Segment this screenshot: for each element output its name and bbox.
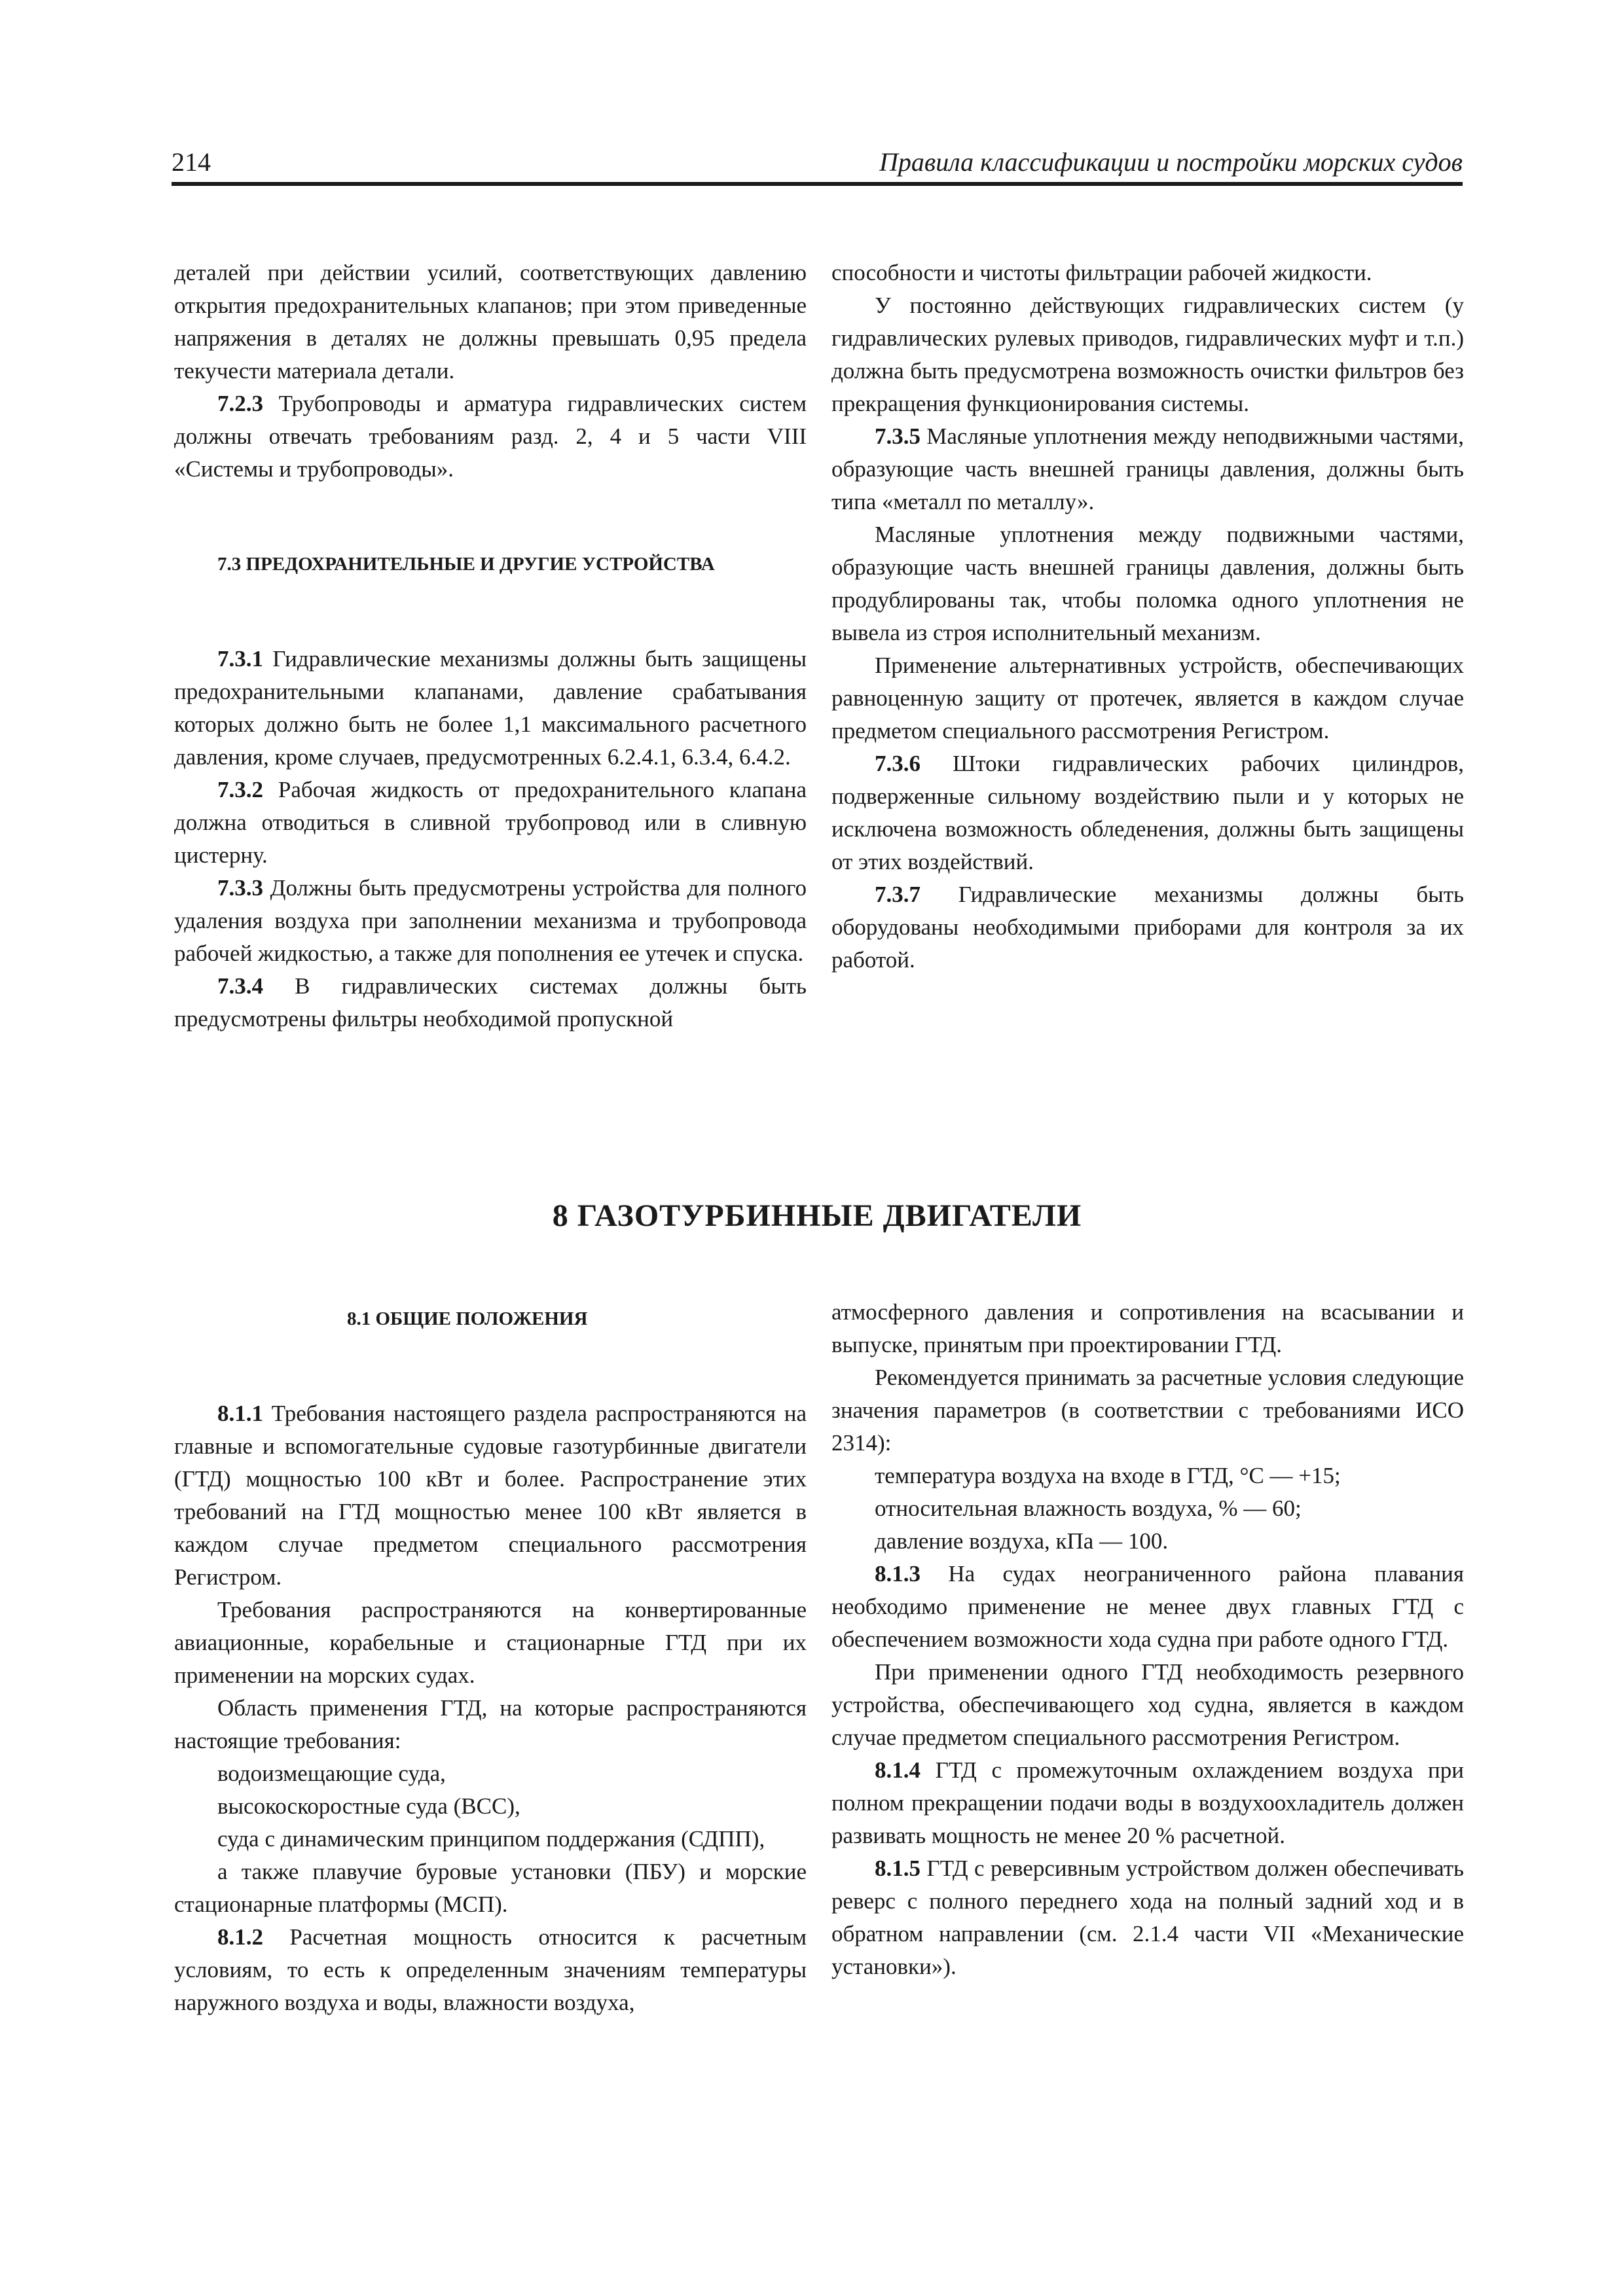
list-item: водоизмещающие суда, <box>217 1761 446 1786</box>
clause-number: 8.1.5 <box>875 1856 921 1881</box>
clause-number: 7.3.6 <box>875 751 921 776</box>
clause-number: 7.3.2 <box>217 777 263 802</box>
clause-7-3-7 <box>831 878 1464 977</box>
paragraph: Масляные уплотнения между подвижными частями, образующие часть внешней границы давления, должны быть продублированы так, чтобы поломка одного уплотнения не вывела из строя исполнительный механизм. <box>831 522 1464 645</box>
clause-number: 8.1.3 <box>875 1561 921 1587</box>
clause-text: Масляные уплотнения между неподвижными частями, образующие часть внешней границы давления, должны быть типа «металл по металлу». <box>831 423 1464 514</box>
paragraph: Применение альтернативных устройств, обеспечивающих равноценную защиту от протечек, является в каждом случае предметом специального рассмотрения Регистром. <box>831 653 1464 744</box>
clause-7-2-3 <box>174 387 807 486</box>
clause-7-3-6 <box>831 747 1464 878</box>
list-item: давление воздуха, кПа — 100. <box>875 1528 1169 1554</box>
clause-7-3-1 <box>174 643 807 774</box>
clause-8-1-2 <box>174 1921 807 2019</box>
clause-text: ГТД с промежуточным охлаждением воздуха при полном прекращении подачи воды в воздухоохладитель должен развивать мощность не менее 20 % расчетной. <box>831 1757 1464 1848</box>
clause-text: На судах неограниченного района плавания необходимо применение не менее двух главных ГТД с обеспечением возможности хода судна при работе одного ГТД. <box>831 1561 1464 1652</box>
clause-text: Должны быть предусмотрены устройства для полного удаления воздуха при заполнении механизма и трубопровода рабочей жидкостью, а также для пополнения ее утечек и спуска. <box>174 875 807 966</box>
clause-7-3-2 <box>174 774 807 872</box>
section-heading-8-1: 8.1 ОБЩИЕ ПОЛОЖЕНИЯ <box>347 1308 588 1329</box>
clause-text: Штоки гидравлических рабочих цилиндров, подверженные сильному воздействию пыли и у которых не исключена возможность обледенения, должны быть защищены от этих воздействий. <box>831 751 1464 874</box>
clause-7-3-3 <box>174 872 807 970</box>
paragraph: способности и чистоты фильтрации рабочей жидкости. <box>831 260 1372 285</box>
clause-text: Гидравлические механизмы должны быть оборудованы необходимыми приборами для контроля за их работой. <box>831 882 1464 973</box>
ch8-left-column <box>174 1306 807 2019</box>
clause-number: 7.3.5 <box>875 423 921 449</box>
clause-number: 7.3.7 <box>875 882 921 907</box>
clause-text: Требования настоящего раздела распространяются на главные и вспомогательные судовые газотурбинные двигатели (ГТД) мощностью 100 кВт и более. Распространение этих требований на ГТД мощностью менее 100 кВт является в каждом случае предметом специального рассмотрения Регистром. <box>174 1401 807 1590</box>
page-number: 214 <box>172 147 211 177</box>
clause-8-1-3 <box>831 1558 1464 1656</box>
clause-8-1-4 <box>831 1754 1464 1852</box>
list-item: а также плавучие буровые установки (ПБУ) и морские стационарные платформы (МСП). <box>174 1859 807 1917</box>
section-heading-7-3: 7.3 ПРЕДОХРАНИТЕЛЬНЫЕ И ДРУГИЕ УСТРОЙСТВА <box>217 554 715 575</box>
paragraph: Область применения ГТД, на которые распространяются настоящие требования: <box>174 1695 807 1753</box>
paragraph: Требования распространяются на конвертированные авиационные, корабельные и стационарные ГТД при их применении на морских судах. <box>174 1597 807 1688</box>
paragraph: Рекомендуется принимать за расчетные условия следующие значения параметров (в соответствии с требованиями ИСО 2314): <box>831 1365 1464 1456</box>
clause-8-1-5 <box>831 1852 1464 1983</box>
list-item: относительная влажность воздуха, % — 60; <box>875 1496 1302 1521</box>
page-header <box>172 144 1463 186</box>
clause-number: 7.2.3 <box>217 391 263 416</box>
clause-number: 8.1.2 <box>217 1924 263 1950</box>
ch8-right-column <box>831 1296 1464 1983</box>
clause-number: 8.1.1 <box>217 1401 263 1426</box>
clause-number: 8.1.4 <box>875 1757 921 1783</box>
clause-number: 7.3.4 <box>217 973 263 999</box>
clause-text: Трубопроводы и арматура гидравлических систем должны отвечать требованиям разд. 2, 4 и 5 части VIII «Системы и трубопроводы». <box>174 391 807 482</box>
clause-7-3-4 <box>174 970 807 1035</box>
sec7-left-column <box>174 257 807 1035</box>
paragraph: У постоянно действующих гидравлических систем (у гидравлических рулевых приводов, гидравлических муфт и т.п.) должна быть предусмотрена возможность очистки фильтров без прекращения функционирования системы. <box>831 293 1464 416</box>
clause-text: Гидравлические механизмы должны быть защищены предохранительными клапанами, давление срабатывания которых должно быть не более 1,1 максимального расчетного давления, кроме случаев, предусмотренных 6.2.4.1, 6.3.4, 6.4.2. <box>174 646 807 770</box>
clause-text: В гидравлических системах должны быть предусмотрены фильтры необходимой пропускной <box>174 973 807 1031</box>
sec7-right-column <box>831 257 1464 977</box>
clause-number: 7.3.1 <box>217 646 263 672</box>
clause-7-3-5 <box>831 420 1464 518</box>
paragraph: атмосферного давления и сопротивления на всасывании и выпуске, принятым при проектировании ГТД. <box>831 1299 1464 1357</box>
list-item: высокоскоростные суда (ВСС), <box>217 1793 520 1819</box>
running-title: Правила классификации и постройки морских судов <box>879 147 1463 177</box>
list-item: суда с динамическим принципом поддержания (СДПП), <box>217 1826 765 1852</box>
paragraph: При применении одного ГТД необходимость резервного устройства, обеспечивающего ход судна, является в каждом случае предметом специального рассмотрения Регистром. <box>831 1659 1464 1750</box>
clause-text: ГТД с реверсивным устройством должен обеспечивать реверс с полного переднего хода на полный задний ход и в обратном направлении (см. 2.1.4 части VII «Механические установки»). <box>831 1856 1464 1979</box>
clause-text: Расчетная мощность относится к расчетным условиям, то есть к определенным значениям температуры наружного воздуха и воды, влажности воздуха, <box>174 1924 807 2015</box>
chapter-title: 8 ГАЗОТУРБИННЫЕ ДВИГАТЕЛИ <box>552 1198 1082 1233</box>
clause-number: 7.3.3 <box>217 875 263 901</box>
list-item: температура воздуха на входе в ГТД, °C — +15; <box>875 1463 1341 1488</box>
paragraph: деталей при действии усилий, соответствующих давлению открытия предохранительных клапанов; при этом приведенные напряжения в деталях не должны превышать 0,95 предела текучести материала детали. <box>174 260 807 384</box>
clause-8-1-1 <box>174 1397 807 1594</box>
clause-text: Рабочая жидкость от предохранительного клапана должна отводиться в сливной трубопровод или в сливную цистерну. <box>174 777 807 868</box>
